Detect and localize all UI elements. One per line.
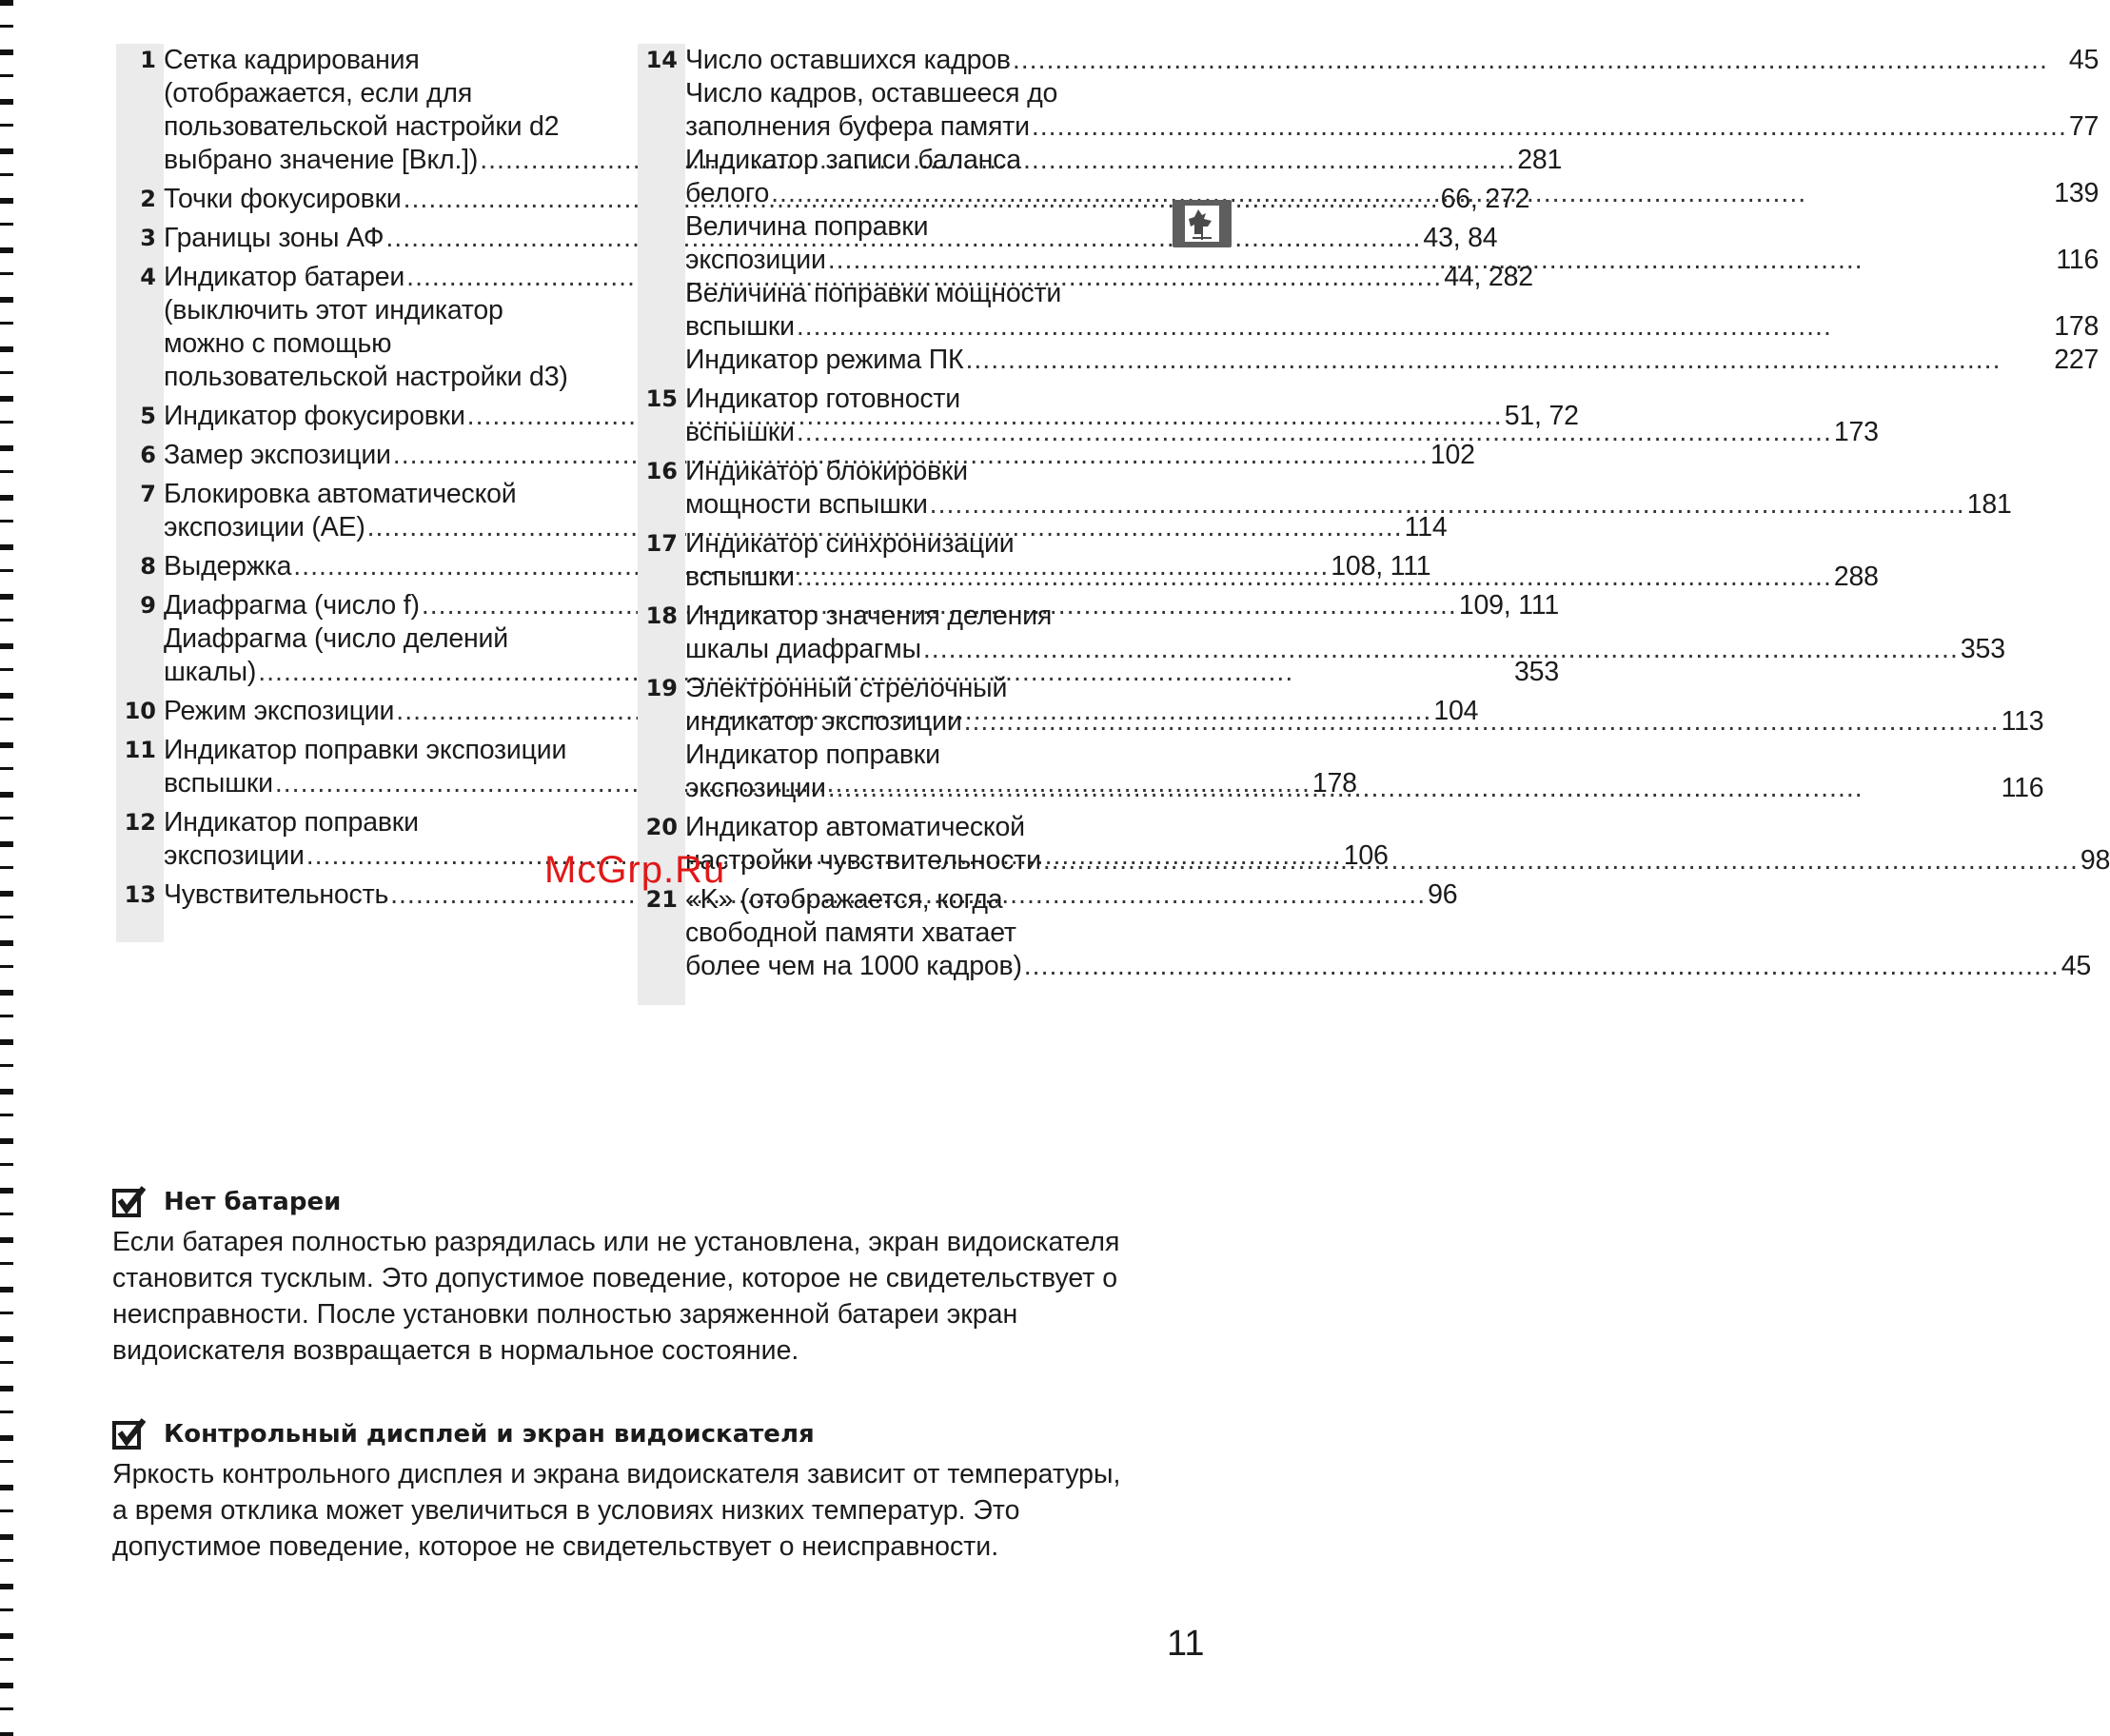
dot-leader [771, 177, 2052, 210]
legend-text: мощности вспышки [685, 489, 928, 520]
legend-number: 12 [124, 809, 156, 836]
legend-number: 21 [645, 886, 678, 913]
legend-text: «K» (отображается, когда [685, 884, 1003, 915]
legend-number: 8 [140, 553, 156, 580]
legend-line [685, 772, 2043, 805]
legend-line [685, 344, 2099, 377]
page-reference: 116 [2056, 245, 2100, 275]
page-reference: 178 [2054, 311, 2100, 342]
legend-line [685, 310, 2099, 344]
dot-leader [797, 416, 1832, 449]
page-reference: 104 [1433, 696, 1479, 726]
legend-line [685, 527, 1879, 561]
legend-line [685, 244, 2099, 277]
page-reference: 181 [1966, 489, 2012, 520]
legend-line [685, 811, 2110, 844]
dot-leader [797, 561, 1832, 594]
page-reference: 98 [2080, 845, 2110, 876]
legend-line [685, 455, 2012, 488]
legend-number: 13 [124, 881, 156, 908]
legend-lines [685, 811, 2110, 878]
legend-number: 14 [645, 47, 678, 73]
page-reference: 109, 111 [1458, 590, 1559, 621]
legend-number: 10 [124, 698, 156, 724]
legend-text: Индикатор значения деления [685, 601, 1053, 631]
legend-lines [685, 383, 1879, 449]
dot-leader [930, 488, 1965, 522]
page-reference: 43, 84 [1423, 223, 1498, 253]
page-reference: 96 [1428, 879, 1458, 910]
page-reference: 51, 72 [1504, 401, 1579, 431]
page-reference: 45 [2068, 45, 2100, 75]
legend-text: Выдержка [164, 551, 292, 582]
legend-text: Индикатор фокусировки [164, 401, 465, 431]
legend-line [685, 561, 1879, 594]
legend-lines [685, 455, 2012, 522]
page-reference: 288 [1833, 562, 1879, 592]
legend-number: 19 [645, 675, 678, 701]
checkmark-icon [112, 1418, 147, 1450]
note-header [112, 1418, 1140, 1450]
legend-number: 20 [645, 814, 678, 840]
legend-number: 16 [645, 458, 678, 484]
legend-text: Индикатор синхронизации [685, 528, 1015, 559]
page-reference: 139 [2054, 178, 2100, 208]
legend-number: 3 [140, 225, 156, 251]
page-reference: 227 [2054, 345, 2100, 375]
legend-number: 7 [140, 481, 156, 507]
legend-text: индикатор экспозиции [685, 706, 962, 737]
legend-text: настройки чувствительности [685, 845, 1041, 876]
legend-line [685, 739, 2043, 772]
dot-leader [1032, 110, 2067, 144]
dot-leader [828, 772, 2000, 805]
legend-text: Границы зоны АФ [164, 223, 385, 253]
legend-number: 2 [140, 186, 156, 212]
legend-text: более чем на 1000 кадров) [685, 951, 1022, 981]
legend-line [685, 177, 2099, 210]
note-display [112, 1418, 1140, 1565]
checkmark-icon [112, 1186, 147, 1218]
legend-text: шкалы диафрагмы [685, 634, 921, 664]
legend-line [685, 488, 2012, 522]
legend-text: вспышки [164, 768, 273, 799]
page-reference: 178 [1311, 768, 1357, 799]
weathervane-icon [1185, 206, 1219, 242]
page-number: 11 [1167, 1624, 1205, 1664]
legend-text: экспозиции [685, 245, 826, 275]
legend-line [685, 110, 2099, 144]
dot-leader [923, 633, 1959, 666]
legend-number: 18 [645, 602, 678, 629]
legend-text: заполнения буфера памяти [685, 111, 1030, 142]
legend-text: Величина поправки мощности [685, 278, 1062, 308]
legend-text: Электронный стрелочный [685, 673, 1008, 703]
legend-line [685, 416, 1879, 449]
note-no-battery [112, 1186, 1140, 1369]
legend-entry [116, 734, 1357, 800]
legend-text: (выключить этот индикатор [164, 295, 503, 326]
legend-text: Индикатор готовности [685, 384, 960, 414]
legend-lines [685, 44, 2099, 377]
legend-lines [685, 527, 1879, 594]
legend-text: Индикатор поправки экспозиции [164, 735, 567, 765]
note-title: Контрольный дисплей и экран видоискателя [164, 1420, 815, 1449]
legend-text: Индикатор записи баланса [685, 145, 1021, 175]
legend-number: 11 [124, 737, 156, 763]
legend-text: вспышки [685, 417, 795, 447]
legend-number: 9 [140, 592, 156, 619]
legend-line [685, 77, 2099, 110]
legend-text: экспозиции [164, 840, 305, 871]
page-reference: 353 [1960, 634, 2005, 664]
legend-text: Режим экспозиции [164, 696, 395, 726]
legend-number: 1 [140, 47, 156, 73]
legend-text: Индикатор батареи [164, 262, 405, 292]
legend-text: Индикатор режима ПК [685, 345, 964, 375]
note-title: Нет батареи [164, 1188, 342, 1216]
page-edge-binding [0, 0, 13, 1736]
legend-lines [685, 600, 2005, 666]
page-reference: 116 [2001, 773, 2044, 803]
legend-text: пользовательской настройки d3) [164, 362, 568, 392]
dot-leader [1043, 844, 2079, 878]
dot-leader [797, 310, 2052, 344]
legend-text: Замер экспозиции [164, 440, 391, 470]
legend-text: выбрано значение [Вкл.]) [164, 145, 479, 175]
dot-leader [1013, 44, 2067, 77]
legend-text: свободной памяти хватает [685, 917, 1016, 948]
legend-text: Блокировка автоматической [164, 479, 517, 509]
legend-line [685, 672, 2043, 705]
page-reference: 102 [1430, 440, 1475, 470]
legend-line [685, 144, 2099, 177]
watermark: McGrp.Ru [544, 849, 726, 891]
legend-line [685, 44, 2099, 77]
legend-text: Индикатор поправки [685, 740, 940, 770]
legend-line [685, 383, 1879, 416]
legend-number: 17 [645, 530, 678, 557]
legend-text: шкалы) [164, 657, 257, 687]
legend-number: 6 [140, 442, 156, 468]
legend-line [685, 277, 2099, 310]
dot-leader [1024, 950, 2060, 983]
legend-lines [685, 883, 2091, 983]
legend-line [685, 705, 2043, 739]
legend-text: Точки фокусировки [164, 184, 402, 214]
legend-text: Индикатор поправки [164, 807, 419, 838]
note-header [112, 1186, 1140, 1218]
legend-line [685, 883, 2091, 917]
page-reference: 44, 282 [1444, 262, 1533, 292]
legend-text: Индикатор автоматической [685, 812, 1025, 842]
legend-text: Диафрагма (число делений [164, 623, 508, 654]
legend-line [685, 917, 2091, 950]
legend-line [685, 210, 2099, 244]
legend-text: экспозиции [685, 773, 826, 803]
page-reference: 114 [1404, 512, 1448, 542]
dot-leader [965, 344, 2052, 377]
legend-text: пользовательской настройки d2 [164, 111, 560, 142]
page-reference: 77 [2068, 111, 2100, 142]
legend-lines [685, 672, 2043, 805]
legend-text: вспышки [685, 311, 795, 342]
legend-text: Число кадров, оставшееся до [685, 78, 1058, 108]
page-reference: 106 [1343, 840, 1389, 871]
note-body: Если батарея полностью разрядилась или не установлена, экран видоискателя становится тусклым. Это допустимое поведение, которое не свидетельствует о неисправности. После установки полностью заряженной батареи экран видоискателя возвращается в нормальное состояние. [112, 1227, 1120, 1366]
legend-line [685, 950, 2091, 983]
note-body: Яркость контрольного дисплея и экрана видоискателя зависит от температуры, а время отклика может увеличиться в условиях низких температур. Это допустимое поведение, которое не свидетельствует о неисправности. [112, 1459, 1121, 1562]
dot-leader [964, 705, 2000, 739]
legend-number: 5 [140, 403, 156, 429]
page-reference: 113 [2001, 706, 2044, 737]
page-reference: 66, 272 [1440, 184, 1530, 214]
legend-text: экспозиции (AE) [164, 512, 365, 542]
legend-text: белого [685, 178, 770, 208]
page-reference: 45 [2061, 951, 2092, 981]
legend-line [685, 633, 2005, 666]
page-reference: 108, 111 [1331, 551, 1431, 582]
legend-text: можно с помощью [164, 328, 392, 359]
legend-line [685, 600, 2005, 633]
page-reference: 353 [1514, 657, 1559, 687]
legend-text: Диафрагма (число f) [164, 590, 420, 621]
legend-line [685, 844, 2110, 878]
section-tab [1173, 200, 1232, 247]
legend-number: 4 [140, 264, 156, 290]
dot-leader [828, 244, 2055, 277]
legend-text: Сетка кадрирования [164, 45, 420, 75]
page-reference: 281 [1517, 145, 1563, 175]
legend-text: Чувствительность [164, 879, 389, 910]
legend-text: Величина поправки [685, 211, 929, 242]
legend-text: вспышки [685, 562, 795, 592]
legend-text: Индикатор блокировки [685, 456, 968, 486]
legend-number: 15 [645, 385, 678, 412]
legend-text: Число оставшихся кадров [685, 45, 1011, 75]
legend-text: (отображается, если для [164, 78, 473, 108]
page-reference: 173 [1833, 417, 1879, 447]
